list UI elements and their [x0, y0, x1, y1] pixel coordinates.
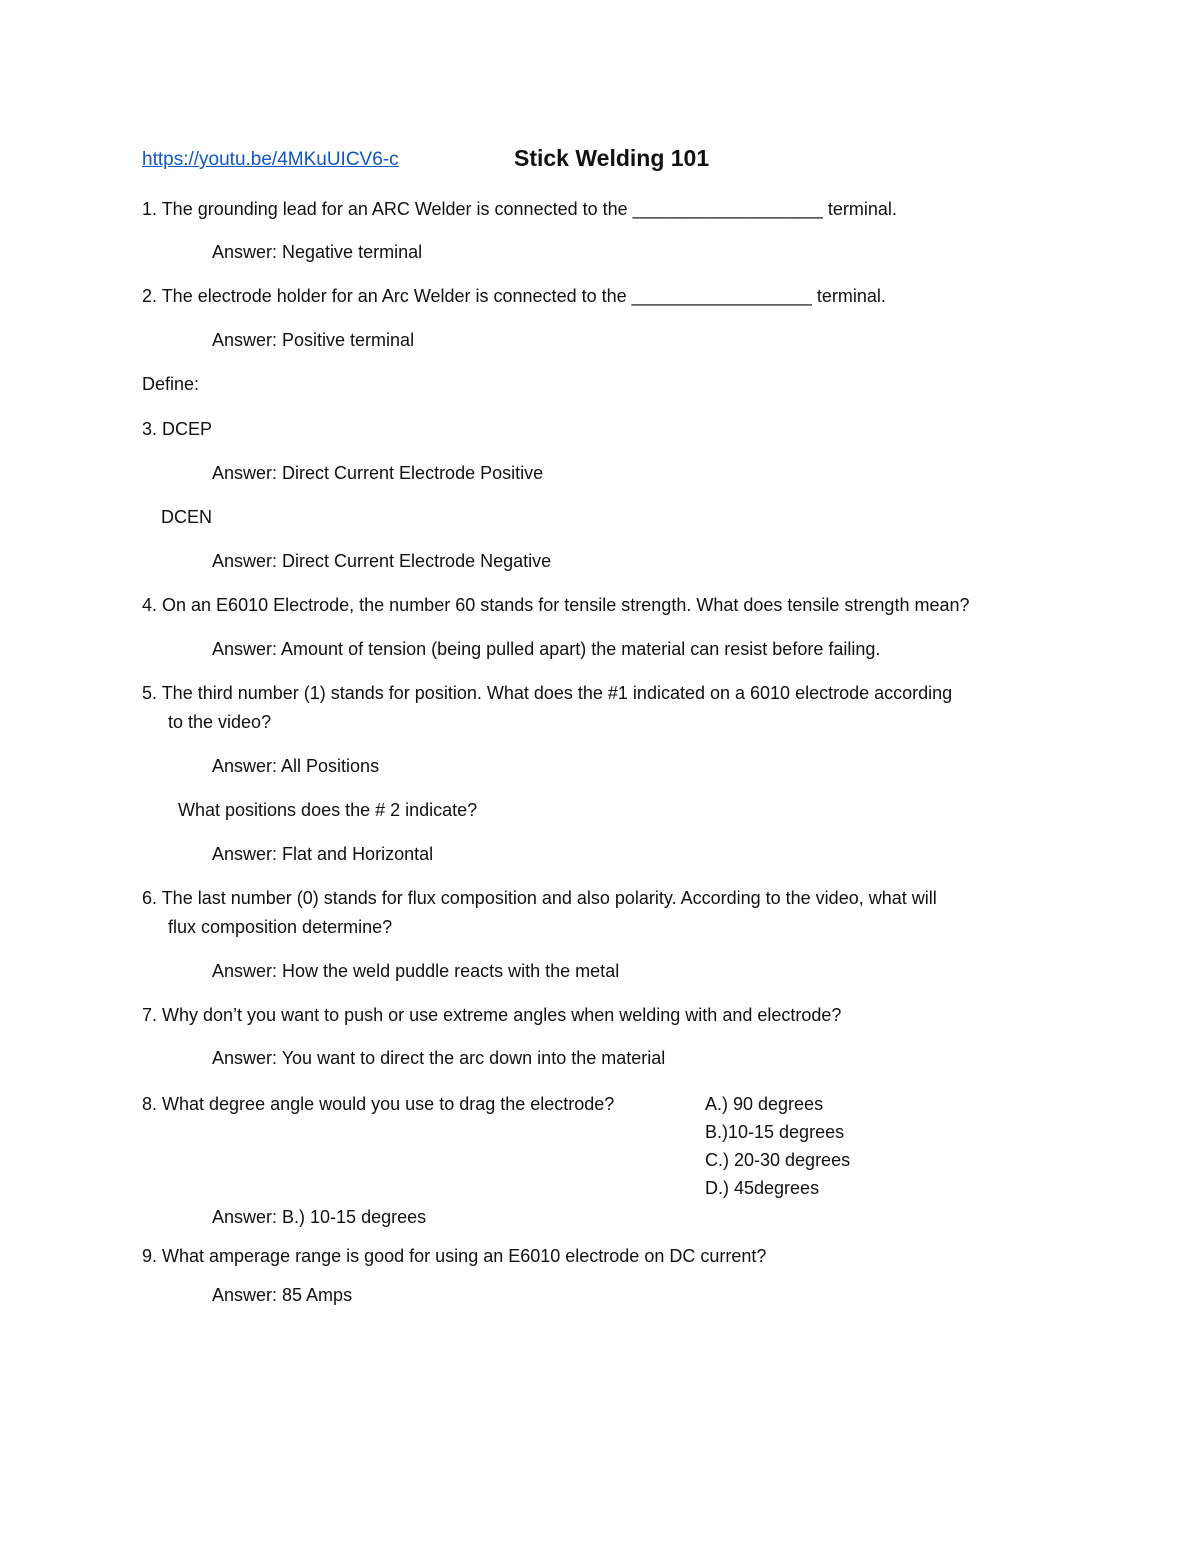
- video-link[interactable]: https://youtu.be/4MKuUICV6-c: [142, 149, 399, 170]
- option-d: D.) 45degrees: [705, 1178, 820, 1198]
- question-5b: What positions does the # 2 indicate?: [178, 800, 478, 820]
- option-b: B.)10-15 degrees: [705, 1122, 845, 1142]
- answer-6: Answer: How the weld puddle reacts with the metal: [212, 961, 620, 981]
- answer-5: Answer: All Positions: [212, 756, 380, 776]
- option-c: C.) 20-30 degrees: [705, 1150, 851, 1170]
- question-8: 8. What degree angle would you use to drag the electrode?: [142, 1094, 615, 1114]
- option-a: A.) 90 degrees: [705, 1094, 824, 1114]
- question-9: 9. What amperage range is good for using an E6010 electrode on DC current?: [142, 1246, 767, 1266]
- question-6-line-1: 6. The last number (0) stands for flux composition and also polarity. According to the video, what will: [142, 888, 937, 908]
- answer-8: Answer: B.) 10-15 degrees: [212, 1207, 427, 1227]
- question-3b: DCEN: [161, 507, 213, 527]
- answer-3: Answer: Direct Current Electrode Positive: [212, 463, 544, 483]
- define-heading: Define:: [142, 374, 200, 394]
- question-2: 2. The electrode holder for an Arc Welder is connected to the __________________ terminal.: [142, 286, 886, 306]
- answer-4: Answer: Amount of tension (being pulled apart) the material can resist before failing.: [212, 639, 881, 659]
- question-6-line-2: flux composition determine?: [168, 917, 393, 937]
- question-5-line-2: to the video?: [168, 712, 272, 732]
- answer-5b: Answer: Flat and Horizontal: [212, 844, 434, 864]
- answer-9: Answer: 85 Amps: [212, 1285, 353, 1305]
- answer-2: Answer: Positive terminal: [212, 330, 415, 350]
- question-1: 1. The grounding lead for an ARC Welder is connected to the ___________________ terminal.: [142, 199, 897, 219]
- answer-7: Answer: You want to direct the arc down into the material: [212, 1048, 666, 1068]
- question-5-line-1: 5. The third number (1) stands for position. What does the #1 indicated on a 6010 electrode according: [142, 683, 953, 703]
- question-4: 4. On an E6010 Electrode, the number 60 stands for tensile strength. What does tensile strength mean?: [142, 595, 970, 615]
- answer-3b: Answer: Direct Current Electrode Negative: [212, 551, 552, 571]
- page-title: Stick Welding 101: [514, 145, 710, 171]
- question-7: 7. Why don’t you want to push or use extreme angles when welding with and electrode?: [142, 1005, 842, 1025]
- question-3: 3. DCEP: [142, 419, 213, 439]
- answer-1: Answer: Negative terminal: [212, 242, 423, 262]
